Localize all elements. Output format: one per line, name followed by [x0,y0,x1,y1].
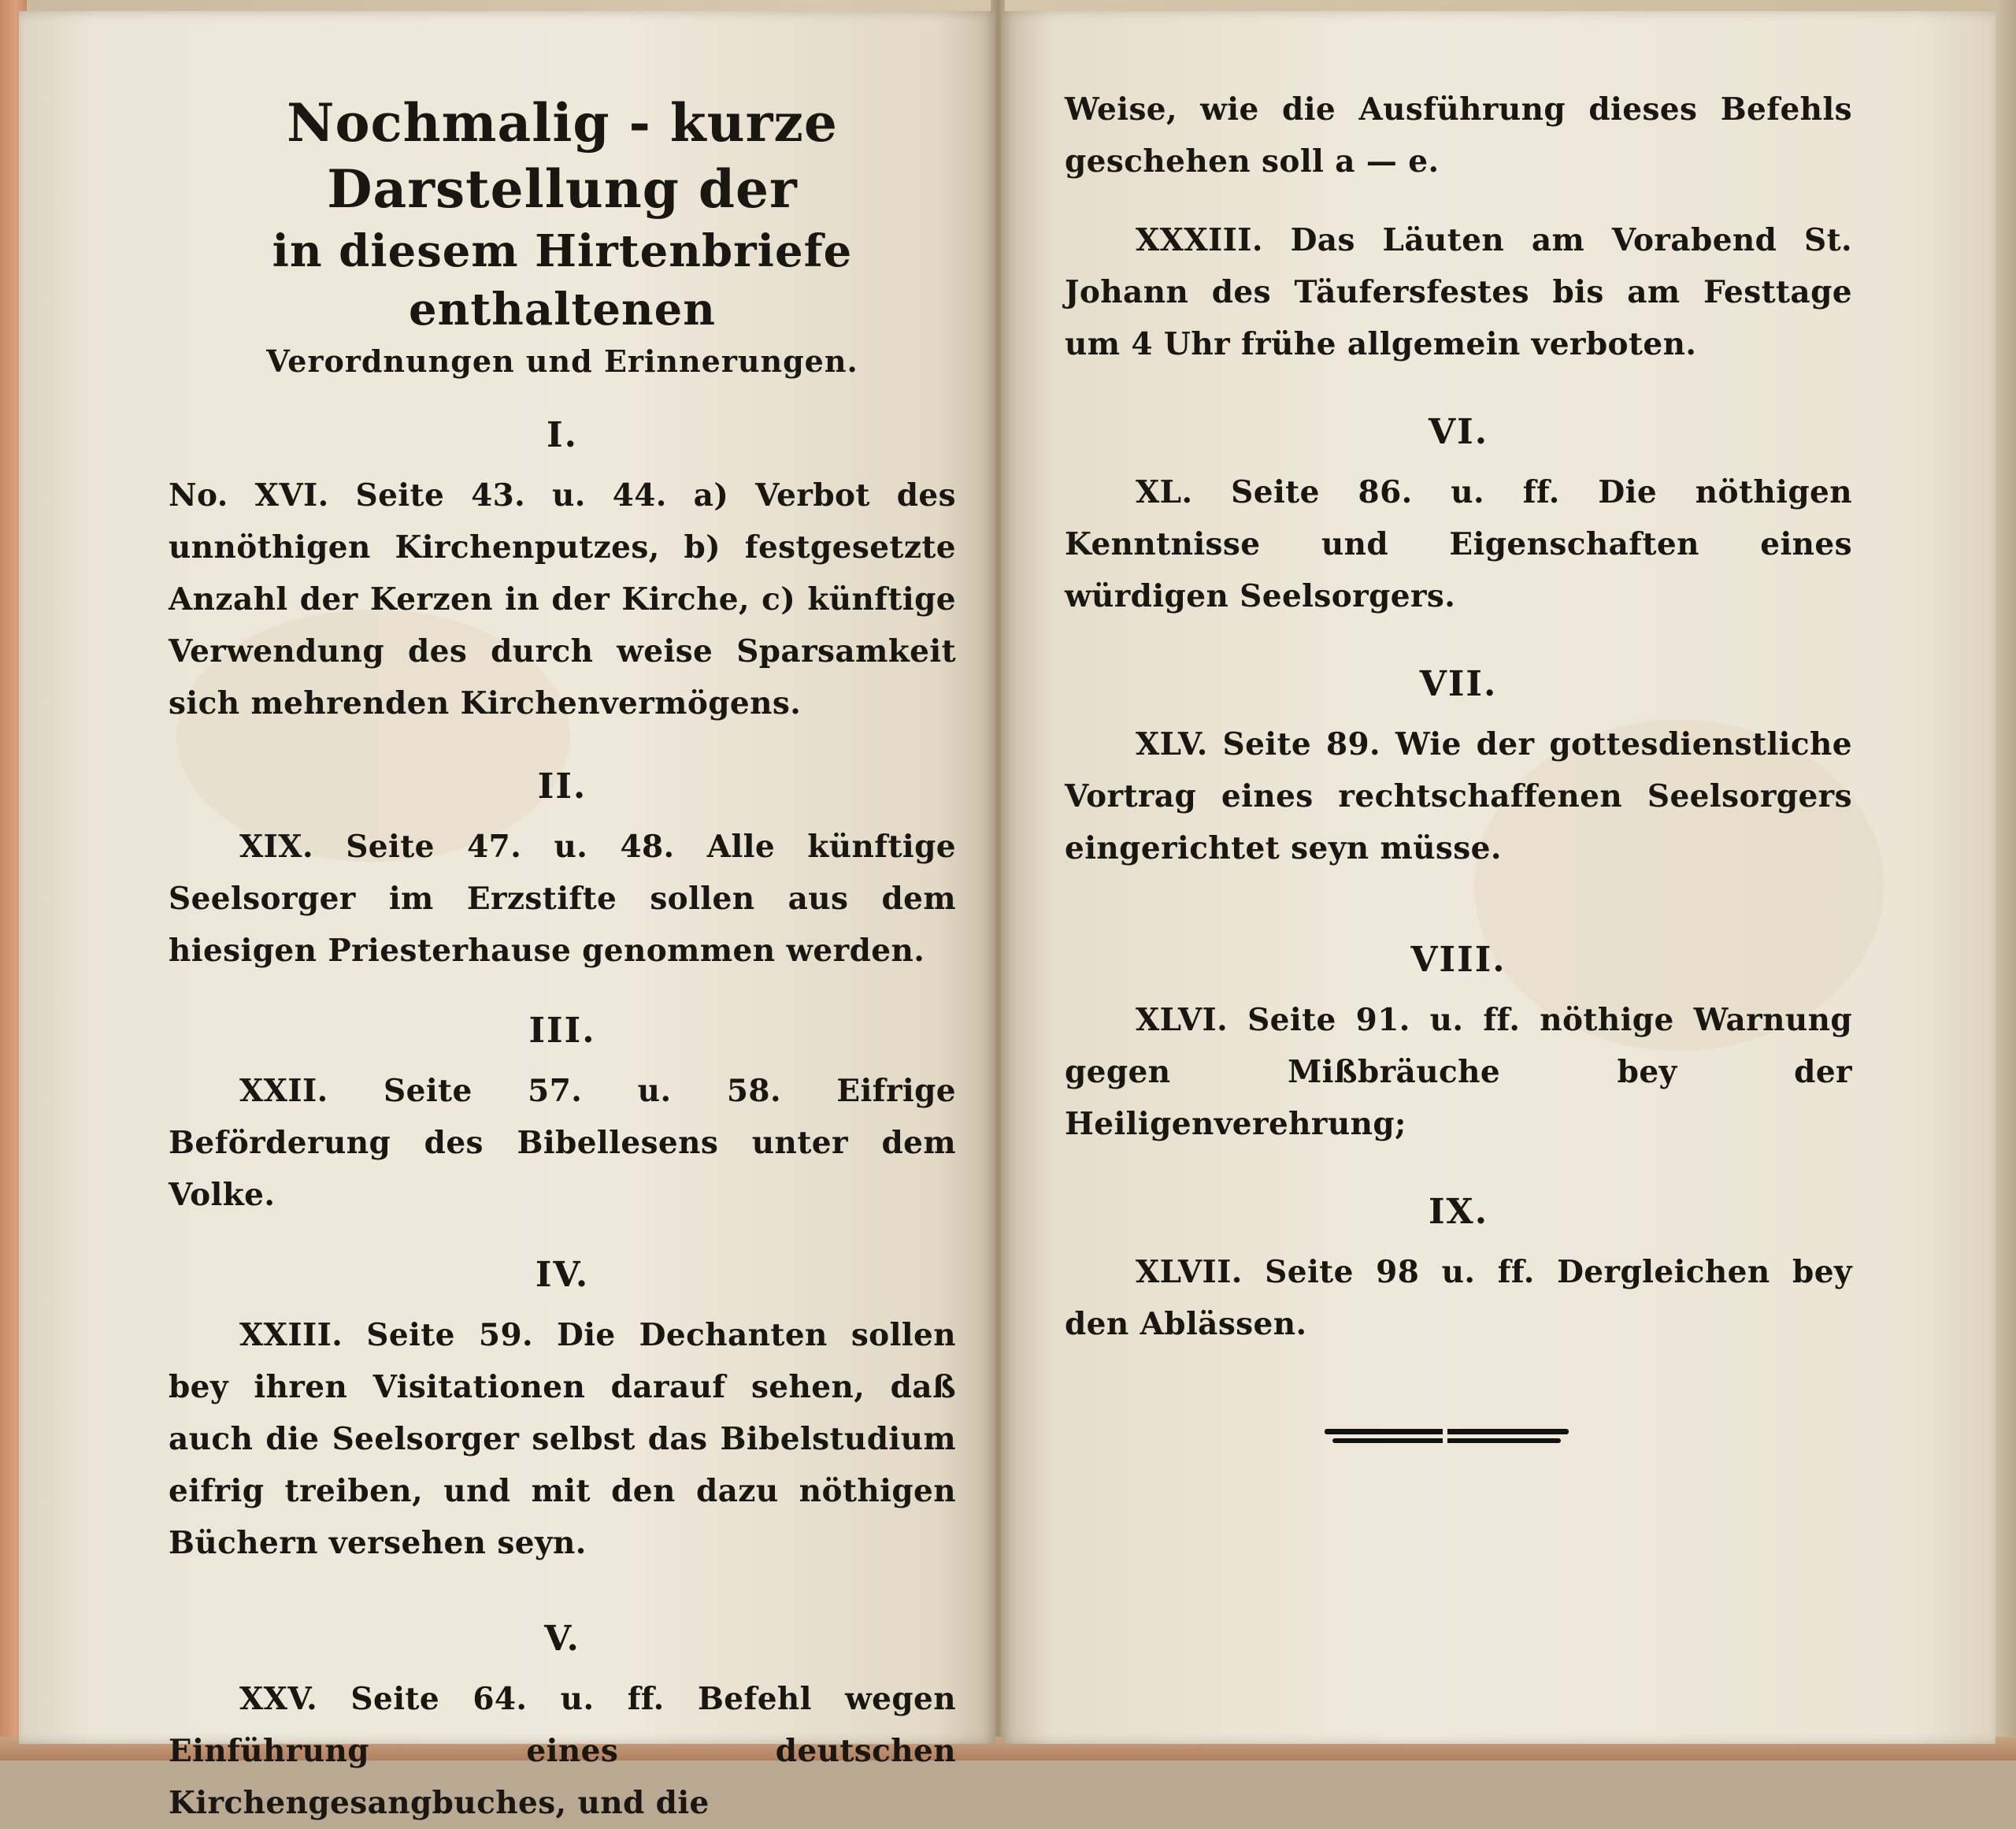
rule-gap [1443,1427,1447,1446]
section-numeral: IV. [535,1255,590,1295]
section [169,1252,956,1569]
right-page [1002,11,1996,1744]
section-text: No. XVI. Seite 43. u. 44. a) Verbot des unnöthigen Kirchenputzes, b) festgesetzte Anzahl der Kerzen in der Kirche, c) künftige Verwendung des durch weise Sparsamkeit sich mehrenden Kirchenvermögens. [169,477,956,722]
section-numeral: I. [547,415,578,455]
closing-ornament-rule [1325,1429,1569,1446]
section-text: XLVI. Seite 91. u. ff. nöthige Warnung gegen Mißbräuche bey der Heiligenverehrung; [1065,1002,1852,1142]
section-numeral: IX. [1428,1192,1489,1232]
page-edge [1996,0,2016,1760]
section [1065,662,1852,874]
page-subtitle: Verordnungen und Erinnerungen. [266,343,858,379]
section-numeral: V. [544,1619,580,1659]
section-text: XLV. Seite 89. Wie der gottesdienstliche Vortrag eines rechtschaffenen Seelsorgers eingerichtet seyn müsse. [1065,726,1852,866]
section-numeral: II. [537,766,587,807]
section [1065,1189,1852,1350]
page-title-line-2: in diesem Hirtenbriefe enthaltenen [272,225,853,336]
section-text: XXIII. Seite 59. Die Dechanten sollen bey ihren Visitationen darauf sehen, daß auch die Seelsorger selbst das Bibelstudium eifrig treiben, und mit den dazu nöthigen Büchern versehen seyn. [169,1317,956,1561]
page-title-line-1: Nochmalig - kurze Darstellung der [287,92,838,220]
section-text: XIX. Seite 47. u. 48. Alle künftige Seelsorger im Erzstifte sollen aus dem hiesigen Priesterhause genommen werden. [169,829,956,969]
continuation-text: Weise, wie die Ausführung dieses Befehls geschehen soll a — e. [1065,91,1852,180]
section [1065,214,1852,370]
section-text: XL. Seite 86. u. ff. Die nöthigen Kenntnisse und Eigenschaften eines würdigen Seelsorgers. [1065,474,1852,614]
section [1065,410,1852,622]
section-numeral: III. [528,1011,596,1051]
section-text: XLVII. Seite 98 u. ff. Dergleichen bey den Ablässen. [1065,1254,1852,1342]
section [169,1616,956,1829]
section [169,1008,956,1221]
section-numeral: VIII. [1410,940,1506,980]
left-column [169,90,956,1829]
right-column [1065,83,1852,1350]
section [169,413,956,729]
section [169,764,956,977]
section-numeral: VII. [1419,664,1498,704]
left-page [19,11,995,1821]
section-numeral: VI. [1428,412,1489,452]
section-text: XXXIII. Das Läuten am Vorabend St. Johann des Täufersfestes bis am Festtage um 4 Uhr frühe allgemein verboten. [1065,222,1852,362]
section-text: XXV. Seite 64. u. ff. Befehl wegen Einführung eines deutschen Kirchengesangbuches, und die [169,1681,956,1821]
section-text: XXII. Seite 57. u. 58. Eifrige Beförderung des Bibellesens unter dem Volke. [169,1073,956,1213]
section [1065,937,1852,1150]
